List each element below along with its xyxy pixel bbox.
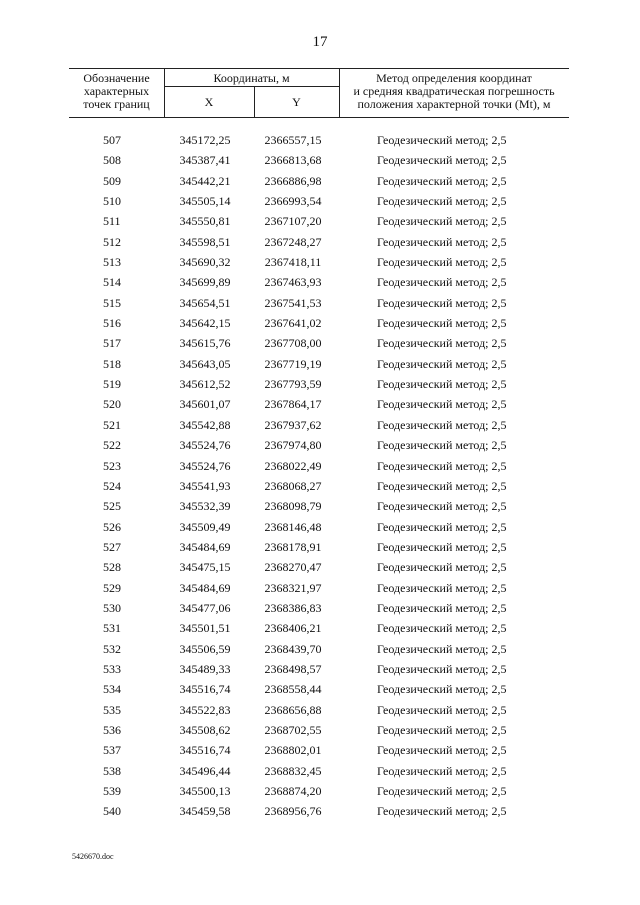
method-cell: Геодезический метод; 2,5 bbox=[377, 417, 507, 432]
coord-x: 345542,88 bbox=[179, 417, 231, 432]
table-row bbox=[69, 313, 569, 333]
method-cell: Геодезический метод; 2,5 bbox=[377, 153, 507, 168]
coord-x: 345524,76 bbox=[179, 438, 231, 453]
coord-y: 2367793,59 bbox=[264, 377, 322, 392]
table-row bbox=[69, 333, 569, 353]
point-number: 536 bbox=[103, 722, 121, 737]
coord-y: 2367418,11 bbox=[264, 255, 322, 270]
header-text: Обозначение bbox=[83, 71, 150, 85]
coord-y: 2367937,62 bbox=[264, 417, 322, 432]
table-row bbox=[69, 354, 569, 374]
coord-y: 2367248,27 bbox=[264, 234, 322, 249]
table-row bbox=[69, 435, 569, 455]
point-number: 507 bbox=[103, 133, 121, 147]
point-number: 538 bbox=[103, 763, 121, 778]
method-cell: Геодезический метод; 2,5 bbox=[377, 255, 507, 270]
point-number: 519 bbox=[103, 377, 121, 392]
table-row bbox=[69, 456, 569, 476]
coord-y: 2366993,54 bbox=[264, 194, 322, 209]
coord-y: 2368874,20 bbox=[264, 784, 322, 798]
coord-y: 2368068,27 bbox=[264, 478, 322, 493]
table-row bbox=[69, 293, 569, 313]
table-row bbox=[69, 394, 569, 414]
coord-y: 2368098,79 bbox=[264, 499, 322, 514]
coord-y: 2367708,00 bbox=[264, 336, 322, 351]
coord-y: 2368406,21 bbox=[264, 621, 322, 636]
table-row bbox=[69, 557, 569, 577]
header-text: характерных bbox=[83, 84, 150, 98]
coord-x: 345459,58 bbox=[179, 804, 231, 819]
coord-x: 345477,06 bbox=[179, 600, 231, 615]
method-cell: Геодезический метод; 2,5 bbox=[377, 784, 507, 798]
coord-y: 2368321,97 bbox=[264, 580, 322, 595]
method-cell: Геодезический метод; 2,5 bbox=[377, 214, 507, 229]
header-y: Y bbox=[292, 95, 301, 109]
coord-y: 2368498,57 bbox=[264, 661, 322, 676]
table-header bbox=[69, 68, 569, 118]
point-number: 530 bbox=[103, 600, 121, 615]
coord-y: 2366557,15 bbox=[264, 133, 322, 147]
point-number: 529 bbox=[103, 580, 121, 595]
coord-x: 345541,93 bbox=[179, 478, 231, 493]
point-number: 527 bbox=[103, 539, 121, 554]
coord-x: 345524,76 bbox=[179, 458, 231, 473]
coord-y: 2367107,20 bbox=[264, 214, 322, 229]
method-cell: Геодезический метод; 2,5 bbox=[377, 377, 507, 392]
table-row bbox=[69, 374, 569, 394]
point-number: 516 bbox=[103, 316, 121, 331]
coord-y: 2368656,88 bbox=[264, 702, 322, 717]
point-number: 514 bbox=[103, 275, 121, 290]
coord-y: 2368439,70 bbox=[264, 641, 322, 656]
method-cell: Геодезический метод; 2,5 bbox=[377, 804, 507, 819]
coord-y: 2367641,02 bbox=[264, 316, 322, 331]
table-row bbox=[69, 618, 569, 638]
method-cell: Геодезический метод; 2,5 bbox=[377, 682, 507, 697]
coord-y: 2368270,47 bbox=[264, 560, 322, 575]
coord-x: 345509,49 bbox=[179, 519, 231, 534]
method-cell: Геодезический метод; 2,5 bbox=[377, 295, 507, 310]
table-row bbox=[69, 496, 569, 516]
coord-y: 2367974,80 bbox=[264, 438, 322, 453]
point-number: 512 bbox=[103, 234, 121, 249]
point-number: 511 bbox=[103, 214, 121, 229]
coord-y: 2366886,98 bbox=[264, 173, 322, 188]
table-row bbox=[69, 781, 569, 801]
coord-x: 345642,15 bbox=[179, 316, 231, 331]
coord-x: 345387,41 bbox=[179, 153, 231, 168]
coord-x: 345489,33 bbox=[179, 661, 231, 676]
point-number: 523 bbox=[103, 458, 121, 473]
coord-y: 2368386,83 bbox=[264, 600, 322, 615]
table-row bbox=[69, 415, 569, 435]
coord-y: 2367541,53 bbox=[264, 295, 322, 310]
method-cell: Геодезический метод; 2,5 bbox=[377, 722, 507, 737]
coord-y: 2368956,76 bbox=[264, 804, 322, 819]
coord-y: 2368702,55 bbox=[264, 722, 322, 737]
coord-y: 2368558,44 bbox=[264, 682, 322, 697]
table-row bbox=[69, 517, 569, 537]
coord-x: 345484,69 bbox=[179, 539, 231, 554]
method-cell: Геодезический метод; 2,5 bbox=[377, 133, 507, 147]
table-body bbox=[69, 130, 569, 822]
coord-x: 345601,07 bbox=[179, 397, 231, 412]
table-row bbox=[69, 659, 569, 679]
table-row bbox=[69, 232, 569, 252]
coord-y: 2368022,49 bbox=[264, 458, 322, 473]
table-row bbox=[69, 700, 569, 720]
coord-y: 2367864,17 bbox=[264, 397, 322, 412]
coord-x: 345516,74 bbox=[179, 682, 231, 697]
method-cell: Геодезический метод; 2,5 bbox=[377, 438, 507, 453]
coord-x: 345615,76 bbox=[179, 336, 231, 351]
method-cell: Геодезический метод; 2,5 bbox=[377, 621, 507, 636]
header-sub-rule bbox=[164, 86, 339, 87]
method-cell: Геодезический метод; 2,5 bbox=[377, 397, 507, 412]
point-number: 531 bbox=[103, 621, 121, 636]
coord-x: 345501,51 bbox=[179, 621, 231, 636]
coord-x: 345506,59 bbox=[179, 641, 231, 656]
coord-y: 2368832,45 bbox=[264, 763, 322, 778]
coord-x: 345654,51 bbox=[179, 295, 231, 310]
coord-x: 345612,52 bbox=[179, 377, 231, 392]
method-cell: Геодезический метод; 2,5 bbox=[377, 600, 507, 615]
method-cell: Геодезический метод; 2,5 bbox=[377, 661, 507, 676]
point-number: 534 bbox=[103, 682, 121, 697]
point-number: 515 bbox=[103, 295, 121, 310]
point-number: 513 bbox=[103, 255, 121, 270]
table-row bbox=[69, 537, 569, 557]
point-number: 533 bbox=[103, 661, 121, 676]
point-number: 539 bbox=[103, 784, 121, 798]
header-x: X bbox=[204, 95, 214, 109]
method-cell: Геодезический метод; 2,5 bbox=[377, 743, 507, 758]
table-row bbox=[69, 171, 569, 191]
point-number: 518 bbox=[103, 356, 121, 371]
table-row bbox=[69, 598, 569, 618]
table-row bbox=[69, 211, 569, 231]
method-cell: Геодезический метод; 2,5 bbox=[377, 499, 507, 514]
table-row bbox=[69, 740, 569, 760]
method-cell: Геодезический метод; 2,5 bbox=[377, 641, 507, 656]
method-cell: Геодезический метод; 2,5 bbox=[377, 234, 507, 249]
point-number: 532 bbox=[103, 641, 121, 656]
header-text: и средняя квадратическая погрешность bbox=[353, 84, 555, 98]
method-cell: Геодезический метод; 2,5 bbox=[377, 580, 507, 595]
method-cell: Геодезический метод; 2,5 bbox=[377, 336, 507, 351]
header-top-rule bbox=[69, 68, 569, 69]
point-number: 517 bbox=[103, 336, 121, 351]
table-row bbox=[69, 130, 569, 150]
table-row bbox=[69, 578, 569, 598]
table-row bbox=[69, 191, 569, 211]
point-number: 521 bbox=[103, 417, 121, 432]
coord-x: 345484,69 bbox=[179, 580, 231, 595]
coord-y: 2366813,68 bbox=[264, 153, 322, 168]
header-designation bbox=[69, 72, 164, 111]
header-text: положения характерной точки (Mt), м bbox=[357, 97, 551, 111]
coord-x: 345516,74 bbox=[179, 743, 231, 758]
point-number: 528 bbox=[103, 560, 121, 575]
method-cell: Геодезический метод; 2,5 bbox=[377, 316, 507, 331]
coord-y: 2368146,48 bbox=[264, 519, 322, 534]
method-cell: Геодезический метод; 2,5 bbox=[377, 356, 507, 371]
point-number: 525 bbox=[103, 499, 121, 514]
coord-x: 345690,32 bbox=[179, 255, 231, 270]
method-cell: Геодезический метод; 2,5 bbox=[377, 173, 507, 188]
method-cell: Геодезический метод; 2,5 bbox=[377, 539, 507, 554]
table-row bbox=[69, 639, 569, 659]
point-number: 508 bbox=[103, 153, 121, 168]
table-row bbox=[69, 150, 569, 170]
method-cell: Геодезический метод; 2,5 bbox=[377, 763, 507, 778]
footer-filename: 5426670.doc bbox=[72, 852, 114, 861]
table-row bbox=[69, 252, 569, 272]
point-number: 540 bbox=[103, 804, 121, 819]
header-bottom-rule bbox=[69, 117, 569, 118]
point-number: 526 bbox=[103, 519, 121, 534]
table-row bbox=[69, 720, 569, 740]
coord-x: 345500,13 bbox=[179, 784, 231, 798]
point-number: 535 bbox=[103, 702, 121, 717]
coord-y: 2368178,91 bbox=[264, 539, 322, 554]
method-cell: Геодезический метод; 2,5 bbox=[377, 519, 507, 534]
point-number: 510 bbox=[103, 194, 121, 209]
coord-x: 345442,21 bbox=[179, 173, 231, 188]
header-text: точек границ bbox=[83, 97, 150, 111]
method-cell: Геодезический метод; 2,5 bbox=[377, 702, 507, 717]
method-cell: Геодезический метод; 2,5 bbox=[377, 560, 507, 575]
method-cell: Геодезический метод; 2,5 bbox=[377, 478, 507, 493]
table-row bbox=[69, 761, 569, 781]
coord-x: 345496,44 bbox=[179, 763, 231, 778]
page-number: 17 bbox=[312, 34, 328, 50]
coord-x: 345505,14 bbox=[179, 194, 231, 209]
coord-x: 345508,62 bbox=[179, 722, 231, 737]
coord-y: 2367463,93 bbox=[264, 275, 322, 290]
header-text: Метод определения координат bbox=[376, 71, 532, 85]
coord-x: 345598,51 bbox=[179, 234, 231, 249]
point-number: 520 bbox=[103, 397, 121, 412]
header-method bbox=[339, 72, 569, 111]
method-cell: Геодезический метод; 2,5 bbox=[377, 275, 507, 290]
point-number: 509 bbox=[103, 173, 121, 188]
table-row bbox=[69, 679, 569, 699]
coord-x: 345550,81 bbox=[179, 214, 231, 229]
point-number: 522 bbox=[103, 438, 121, 453]
coord-x: 345643,05 bbox=[179, 356, 231, 371]
table-row bbox=[69, 801, 569, 821]
coord-x: 345699,89 bbox=[179, 275, 231, 290]
point-number: 537 bbox=[103, 743, 121, 758]
coord-x: 345522,83 bbox=[179, 702, 231, 717]
header-coordinates: Координаты, м bbox=[213, 71, 290, 85]
coord-y: 2367719,19 bbox=[264, 356, 322, 371]
coord-x: 345475,15 bbox=[179, 560, 231, 575]
method-cell: Геодезический метод; 2,5 bbox=[377, 458, 507, 473]
table-row bbox=[69, 272, 569, 292]
table-row bbox=[69, 476, 569, 496]
method-cell: Геодезический метод; 2,5 bbox=[377, 194, 507, 209]
coord-x: 345532,39 bbox=[179, 499, 231, 514]
point-number: 524 bbox=[103, 478, 121, 493]
coord-x: 345172,25 bbox=[179, 133, 231, 147]
coord-y: 2368802,01 bbox=[264, 743, 322, 758]
